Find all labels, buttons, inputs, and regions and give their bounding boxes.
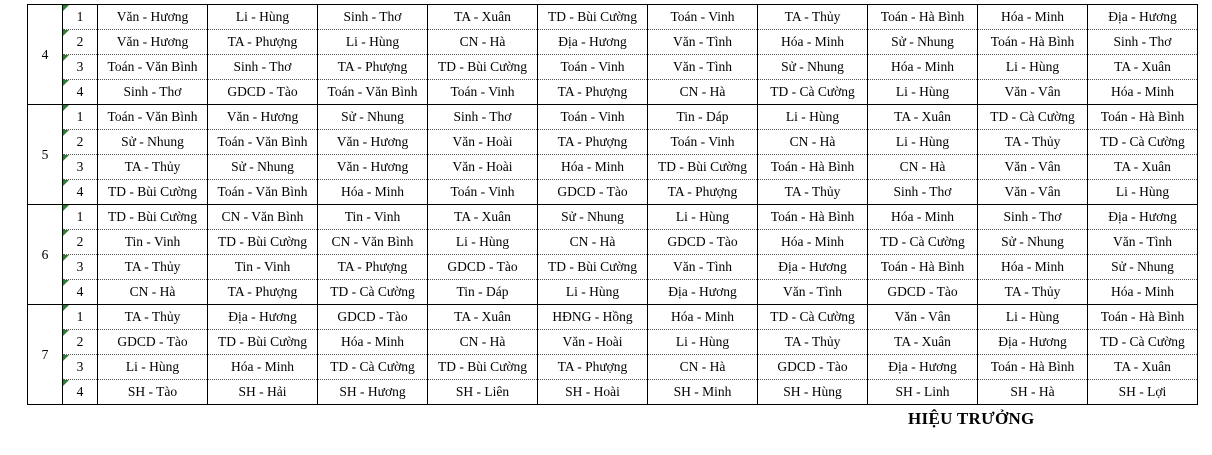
lesson-cell: Địa - Hương	[208, 305, 318, 330]
comment-marker-icon	[63, 305, 69, 311]
lesson-cell: Toán - Vinh	[648, 5, 758, 30]
comment-marker-icon	[63, 355, 69, 361]
lesson-cell: CN - Hà	[98, 280, 208, 305]
lesson-cell: TA - Thủy	[978, 130, 1088, 155]
lesson-cell: GDCD - Tào	[428, 255, 538, 280]
lesson-cell: TA - Phượng	[538, 130, 648, 155]
lesson-cell: Sinh - Thơ	[868, 180, 978, 205]
lesson-cell: TA - Xuân	[428, 305, 538, 330]
comment-marker-icon	[63, 5, 69, 11]
comment-marker-icon	[63, 55, 69, 61]
period-number-cell	[63, 30, 98, 55]
lesson-cell: Hóa - Minh	[648, 305, 758, 330]
lesson-cell: Văn - Vân	[978, 155, 1088, 180]
lesson-cell: TA - Xuân	[1088, 55, 1198, 80]
lesson-cell: Hóa - Minh	[318, 180, 428, 205]
lesson-cell: CN - Hà	[758, 130, 868, 155]
lesson-cell: Sử - Nhung	[1088, 255, 1198, 280]
lesson-cell: TA - Xuân	[868, 330, 978, 355]
lesson-cell: CN - Hà	[428, 30, 538, 55]
lesson-cell: SH - Hoài	[538, 380, 648, 405]
lesson-cell: Địa - Hương	[868, 355, 978, 380]
lesson-cell: TD - Cà Cường	[1088, 330, 1198, 355]
lesson-cell: GDCD - Tào	[208, 80, 318, 105]
period-number: 1	[76, 309, 84, 324]
lesson-cell: TA - Thủy	[98, 305, 208, 330]
lesson-cell: Văn - Hương	[98, 5, 208, 30]
lesson-cell: Hóa - Minh	[538, 155, 648, 180]
timetable-row	[28, 230, 1198, 255]
period-number: 4	[76, 384, 84, 399]
lesson-cell: Sử - Nhung	[98, 130, 208, 155]
lesson-cell: Tin - Dáp	[648, 105, 758, 130]
lesson-cell: TA - Phượng	[318, 255, 428, 280]
timetable-row	[28, 355, 1198, 380]
comment-marker-icon	[63, 105, 69, 111]
day-number-cell: 5	[28, 105, 63, 205]
lesson-cell: SH - Hương	[318, 380, 428, 405]
comment-marker-icon	[63, 380, 69, 386]
lesson-cell: TA - Phượng	[538, 80, 648, 105]
lesson-cell: Địa - Hương	[538, 30, 648, 55]
timetable-row	[28, 130, 1198, 155]
lesson-cell: GDCD - Tào	[98, 330, 208, 355]
lesson-cell: Tin - Vinh	[208, 255, 318, 280]
period-number-cell	[63, 80, 98, 105]
period-number-cell	[63, 105, 98, 130]
timetable-row	[28, 105, 1198, 130]
lesson-cell: SH - Linh	[868, 380, 978, 405]
comment-marker-icon	[63, 30, 69, 36]
lesson-cell: Văn - Tình	[648, 55, 758, 80]
period-number-cell	[63, 55, 98, 80]
lesson-cell: TD - Bùi Cường	[98, 180, 208, 205]
lesson-cell: SH - Lợi	[1088, 380, 1198, 405]
lesson-cell: Tin - Vinh	[98, 230, 208, 255]
period-number-cell	[63, 355, 98, 380]
lesson-cell: Li - Hùng	[428, 230, 538, 255]
lesson-cell: Hóa - Minh	[318, 330, 428, 355]
lesson-cell: Sử - Nhung	[868, 30, 978, 55]
comment-marker-icon	[63, 205, 69, 211]
lesson-cell: Địa - Hương	[1088, 205, 1198, 230]
lesson-cell: CN - Hà	[428, 330, 538, 355]
lesson-cell: Văn - Vân	[978, 80, 1088, 105]
lesson-cell: Toán - Văn Bình	[208, 130, 318, 155]
lesson-cell: GDCD - Tào	[538, 180, 648, 205]
lesson-cell: Hóa - Minh	[978, 255, 1088, 280]
lesson-cell: TA - Phượng	[538, 355, 648, 380]
period-number: 3	[76, 259, 84, 274]
lesson-cell: TA - Thủy	[758, 180, 868, 205]
timetable-row	[28, 280, 1198, 305]
period-number: 4	[76, 84, 84, 99]
lesson-cell: Hóa - Minh	[208, 355, 318, 380]
lesson-cell: TD - Bùi Cường	[538, 5, 648, 30]
lesson-cell: Toán - Hà Bình	[758, 155, 868, 180]
lesson-cell: Văn - Vân	[868, 305, 978, 330]
lesson-cell: Văn - Hương	[208, 105, 318, 130]
timetable-row	[28, 80, 1198, 105]
comment-marker-icon	[63, 230, 69, 236]
lesson-cell: Toán - Văn Bình	[318, 80, 428, 105]
lesson-cell: SH - Minh	[648, 380, 758, 405]
lesson-cell: GDCD - Tào	[648, 230, 758, 255]
lesson-cell: TD - Cà Cường	[758, 80, 868, 105]
lesson-cell: Li - Hùng	[318, 30, 428, 55]
lesson-cell: Li - Hùng	[758, 105, 868, 130]
comment-marker-icon	[63, 155, 69, 161]
lesson-cell: Văn - Hoài	[428, 130, 538, 155]
day-number-cell: 4	[28, 5, 63, 105]
comment-marker-icon	[63, 130, 69, 136]
lesson-cell: GDCD - Tào	[868, 280, 978, 305]
period-number: 3	[76, 159, 84, 174]
period-number-cell	[63, 305, 98, 330]
lesson-cell: Sinh - Thơ	[208, 55, 318, 80]
period-number-cell	[63, 155, 98, 180]
lesson-cell: Toán - Vinh	[428, 180, 538, 205]
lesson-cell: Văn - Tình	[648, 30, 758, 55]
lesson-cell: SH - Tào	[98, 380, 208, 405]
lesson-cell: CN - Văn Bình	[208, 205, 318, 230]
lesson-cell: SH - Hà	[978, 380, 1088, 405]
lesson-cell: Địa - Hương	[978, 330, 1088, 355]
lesson-cell: Li - Hùng	[208, 5, 318, 30]
timetable-row	[28, 30, 1198, 55]
lesson-cell: Hóa - Minh	[758, 230, 868, 255]
lesson-cell: Toán - Hà Bình	[978, 30, 1088, 55]
lesson-cell: Toán - Hà Bình	[978, 355, 1088, 380]
lesson-cell: Toán - Văn Bình	[208, 180, 318, 205]
lesson-cell: TA - Xuân	[1088, 155, 1198, 180]
period-number: 2	[76, 134, 84, 149]
lesson-cell: Văn - Hương	[318, 155, 428, 180]
period-number-cell	[63, 130, 98, 155]
comment-marker-icon	[63, 180, 69, 186]
lesson-cell: Li - Hùng	[978, 55, 1088, 80]
lesson-cell: Toán - Văn Bình	[98, 55, 208, 80]
timetable-row	[28, 55, 1198, 80]
lesson-cell: Văn - Hoài	[538, 330, 648, 355]
lesson-cell: Sinh - Thơ	[978, 205, 1088, 230]
timetable-row	[28, 380, 1198, 405]
period-number-cell	[63, 280, 98, 305]
timetable-row	[28, 305, 1198, 330]
comment-marker-icon	[63, 330, 69, 336]
lesson-cell: TA - Phượng	[648, 180, 758, 205]
lesson-cell: Toán - Vinh	[648, 130, 758, 155]
lesson-cell: TD - Cà Cường	[1088, 130, 1198, 155]
lesson-cell: TD - Bùi Cường	[208, 330, 318, 355]
lesson-cell: Văn - Vân	[978, 180, 1088, 205]
lesson-cell: Văn - Tình	[1088, 230, 1198, 255]
lesson-cell: TA - Phượng	[208, 30, 318, 55]
lesson-cell: Toán - Vinh	[538, 55, 648, 80]
lesson-cell: Toán - Hà Bình	[868, 5, 978, 30]
lesson-cell: TA - Phượng	[208, 280, 318, 305]
lesson-cell: Văn - Tình	[648, 255, 758, 280]
timetable-row	[28, 205, 1198, 230]
lesson-cell: Sử - Nhung	[758, 55, 868, 80]
period-number: 2	[76, 334, 84, 349]
lesson-cell: Li - Hùng	[868, 80, 978, 105]
lesson-cell: TD - Bùi Cường	[428, 355, 538, 380]
lesson-cell: Văn - Hương	[318, 130, 428, 155]
lesson-cell: Sử - Nhung	[978, 230, 1088, 255]
lesson-cell: SH - Hùng	[758, 380, 868, 405]
lesson-cell: TD - Cà Cường	[758, 305, 868, 330]
lesson-cell: Toán - Văn Bình	[98, 105, 208, 130]
lesson-cell: TD - Cà Cường	[318, 280, 428, 305]
period-number-cell	[63, 380, 98, 405]
lesson-cell: HĐNG - Hồng	[538, 305, 648, 330]
lesson-cell: Toán - Vinh	[538, 105, 648, 130]
lesson-cell: Li - Hùng	[868, 130, 978, 155]
comment-marker-icon	[63, 255, 69, 261]
lesson-cell: Li - Hùng	[1088, 180, 1198, 205]
lesson-cell: Hóa - Minh	[868, 55, 978, 80]
timetable-row	[28, 330, 1198, 355]
lesson-cell: TA - Thủy	[98, 155, 208, 180]
period-number-cell	[63, 330, 98, 355]
lesson-cell: CN - Hà	[538, 230, 648, 255]
lesson-cell: TA - Xuân	[428, 205, 538, 230]
lesson-cell: Toán - Hà Bình	[868, 255, 978, 280]
lesson-cell: TA - Xuân	[1088, 355, 1198, 380]
timetable-body	[28, 5, 1198, 405]
lesson-cell: TD - Bùi Cường	[428, 55, 538, 80]
lesson-cell: CN - Hà	[648, 80, 758, 105]
lesson-cell: Hóa - Minh	[978, 5, 1088, 30]
lesson-cell: TA - Xuân	[428, 5, 538, 30]
lesson-cell: Toán - Hà Bình	[758, 205, 868, 230]
lesson-cell: GDCD - Tào	[758, 355, 868, 380]
day-number-cell: 6	[28, 205, 63, 305]
lesson-cell: Toán - Hà Bình	[1088, 105, 1198, 130]
lesson-cell: Toán - Hà Bình	[1088, 305, 1198, 330]
lesson-cell: Sinh - Thơ	[98, 80, 208, 105]
lesson-cell: Sử - Nhung	[318, 105, 428, 130]
comment-marker-icon	[63, 80, 69, 86]
period-number: 4	[76, 284, 84, 299]
lesson-cell: CN - Văn Bình	[318, 230, 428, 255]
period-number-cell	[63, 230, 98, 255]
lesson-cell: Hóa - Minh	[868, 205, 978, 230]
lesson-cell: GDCD - Tào	[318, 305, 428, 330]
lesson-cell: Li - Hùng	[978, 305, 1088, 330]
period-number: 3	[76, 359, 84, 374]
lesson-cell: Sinh - Thơ	[318, 5, 428, 30]
lesson-cell: TA - Xuân	[868, 105, 978, 130]
lesson-cell: Sử - Nhung	[208, 155, 318, 180]
lesson-cell: TD - Bùi Cường	[208, 230, 318, 255]
lesson-cell: TD - Bùi Cường	[98, 205, 208, 230]
lesson-cell: Toán - Vinh	[428, 80, 538, 105]
period-number: 2	[76, 234, 84, 249]
period-number: 1	[76, 109, 84, 124]
comment-marker-icon	[63, 280, 69, 286]
lesson-cell: TD - Bùi Cường	[648, 155, 758, 180]
lesson-cell: TD - Bùi Cường	[538, 255, 648, 280]
lesson-cell: Sử - Nhung	[538, 205, 648, 230]
lesson-cell: TA - Phượng	[318, 55, 428, 80]
timetable-row	[28, 180, 1198, 205]
lesson-cell: CN - Hà	[868, 155, 978, 180]
lesson-cell: Sinh - Thơ	[428, 105, 538, 130]
lesson-cell: Sinh - Thơ	[1088, 30, 1198, 55]
lesson-cell: Địa - Hương	[1088, 5, 1198, 30]
lesson-cell: Tin - Dáp	[428, 280, 538, 305]
day-number-cell: 7	[28, 305, 63, 405]
lesson-cell: Li - Hùng	[98, 355, 208, 380]
lesson-cell: CN - Hà	[648, 355, 758, 380]
lesson-cell: Li - Hùng	[648, 330, 758, 355]
lesson-cell: Hóa - Minh	[1088, 280, 1198, 305]
lesson-cell: TD - Cà Cường	[318, 355, 428, 380]
lesson-cell: Địa - Hương	[758, 255, 868, 280]
period-number: 4	[76, 184, 84, 199]
period-number: 1	[76, 9, 84, 24]
lesson-cell: TD - Cà Cường	[978, 105, 1088, 130]
lesson-cell: Li - Hùng	[648, 205, 758, 230]
lesson-cell: TA - Thủy	[758, 330, 868, 355]
lesson-cell: SH - Hải	[208, 380, 318, 405]
lesson-cell: Hóa - Minh	[758, 30, 868, 55]
lesson-cell: Li - Hùng	[538, 280, 648, 305]
period-number: 2	[76, 34, 84, 49]
period-number-cell	[63, 205, 98, 230]
signature-title: HIỆU TRƯỞNG	[908, 409, 1035, 428]
lesson-cell: TA - Thủy	[978, 280, 1088, 305]
period-number-cell	[63, 180, 98, 205]
lesson-cell: Hóa - Minh	[1088, 80, 1198, 105]
lesson-cell: Tin - Vinh	[318, 205, 428, 230]
period-number: 3	[76, 59, 84, 74]
period-number-cell	[63, 255, 98, 280]
lesson-cell: Văn - Tình	[758, 280, 868, 305]
lesson-cell: TD - Cà Cường	[868, 230, 978, 255]
period-number: 1	[76, 209, 84, 224]
lesson-cell: Văn - Hoài	[428, 155, 538, 180]
lesson-cell: SH - Liên	[428, 380, 538, 405]
lesson-cell: TA - Thủy	[758, 5, 868, 30]
timetable-row	[28, 255, 1198, 280]
timetable-row	[28, 155, 1198, 180]
period-number-cell	[63, 5, 98, 30]
timetable-grid	[27, 4, 1198, 405]
lesson-cell: TA - Thủy	[98, 255, 208, 280]
timetable-row	[28, 5, 1198, 30]
lesson-cell: Văn - Hương	[98, 30, 208, 55]
lesson-cell: Địa - Hương	[648, 280, 758, 305]
